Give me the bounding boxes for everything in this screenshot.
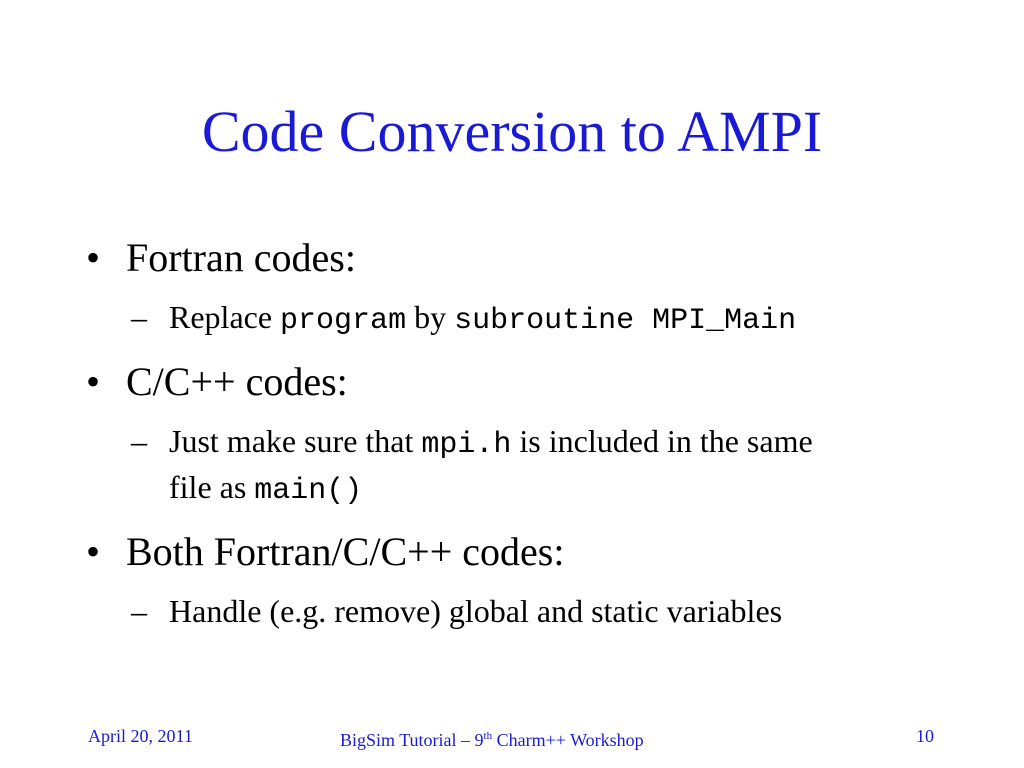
sub-text-pre: Just make sure that [169,423,422,459]
dash-icon: – [131,593,147,629]
footer-title [340,724,644,748]
footer-title-sup: th [483,730,493,742]
sub-text: Handle (e.g. remove) global and static variables [169,593,783,629]
code-subroutine: subroutine MPI_Main [454,304,797,338]
bullet-text: Both Fortran/C/C++ codes: [126,529,565,574]
bullet-dot-icon: • [86,529,101,574]
sub-text-pre: Replace [169,299,281,335]
sub-text-mid: by [406,299,455,335]
bullet-text: C/C++ codes: [126,359,348,404]
footer-title-post: Charm++ Workshop [492,730,644,750]
sub-bullet-c-cpp-cont [169,464,362,514]
dash-icon: – [131,423,147,459]
footer-page-number: 10 [916,726,934,746]
bullet-dot-icon: • [86,235,101,280]
bullet-dot-icon: • [86,359,101,404]
sub-bullet-fortran [131,294,796,344]
sub-text-line2: file as [169,469,255,505]
bullet-fortran [86,234,356,282]
code-main: main() [254,474,363,508]
bullet-c-cpp [86,358,348,406]
code-program: program [280,304,407,338]
bullet-text: Fortran codes: [126,235,356,280]
sub-text-mid: is included in the same [511,423,813,459]
sub-bullet-c-cpp [131,418,813,468]
sub-bullet-both [131,588,782,634]
dash-icon: – [131,299,147,335]
bullet-both [86,528,564,576]
footer-title-pre: BigSim Tutorial – 9 [340,730,484,750]
footer-date: April 20, 2011 [88,726,193,746]
code-mpi-h: mpi.h [421,428,512,462]
slide-title: Code Conversion to AMPI [201,99,823,164]
